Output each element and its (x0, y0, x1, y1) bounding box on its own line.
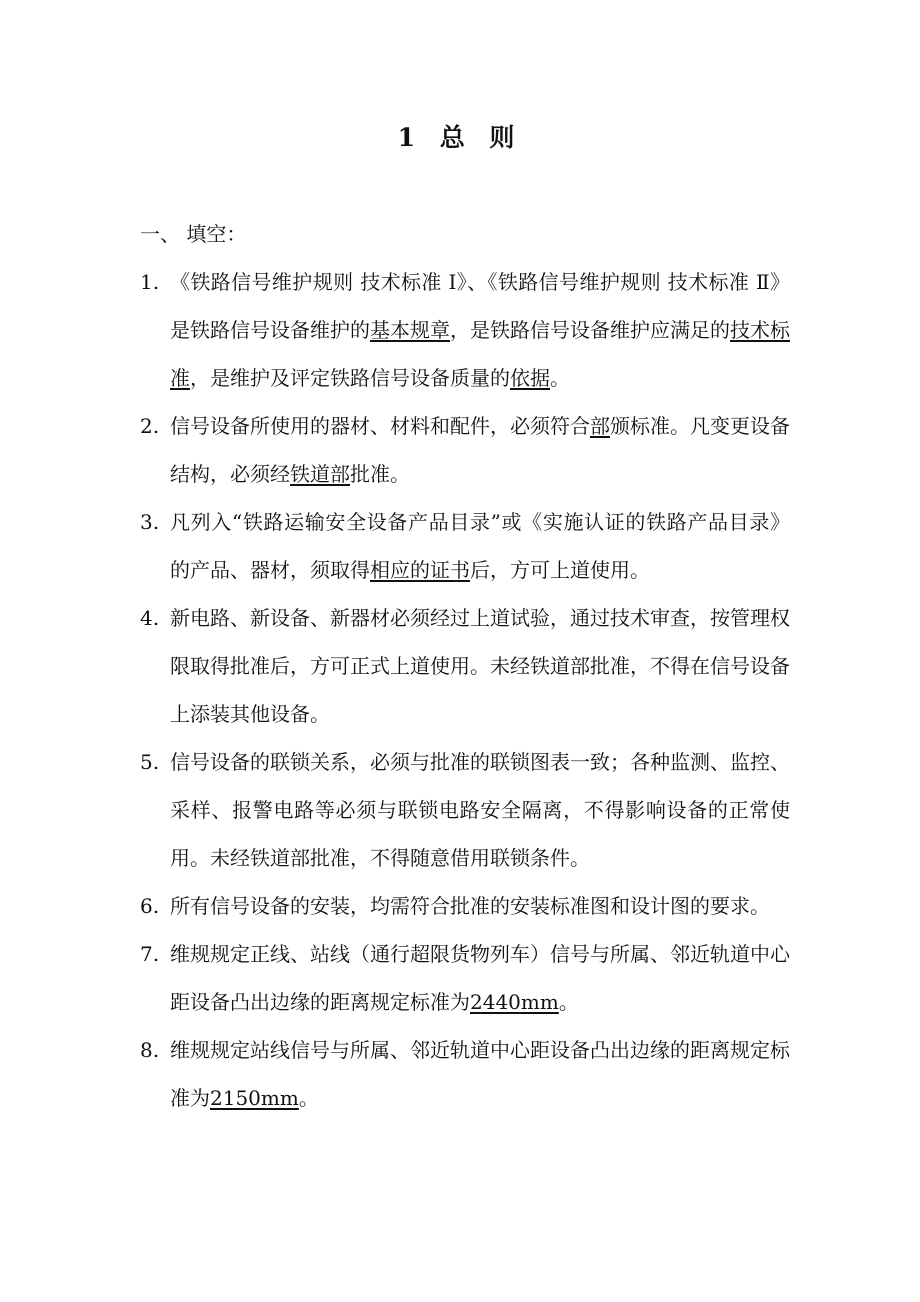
item-number: 5. (140, 750, 160, 774)
item-text: 。 (298, 1086, 319, 1110)
item-number: 4. (140, 606, 160, 630)
list-item (140, 258, 790, 402)
item-text: 维规规定站线信号与所属、邻近轨道中心距设备凸出边缘的距离规定标准为 (170, 1038, 790, 1110)
list-item (140, 498, 790, 594)
answer-blank: 2150mm (210, 1086, 299, 1110)
item-text: 。 (550, 366, 570, 390)
item-number: 8. (140, 1038, 160, 1062)
list-item (140, 402, 790, 498)
item-number: 6. (140, 894, 160, 918)
item-text: 。 (558, 990, 579, 1014)
item-text: 颁标准。凡变更设备结构，必须经 (170, 414, 790, 486)
item-text: 《铁路信号维护规则 技术标准 Ⅰ》、《铁路信号维护规则 技术标准 Ⅱ》是铁路信号设备维护的 (170, 270, 790, 342)
item-number: 2. (140, 414, 160, 438)
item-text: 新电路、新设备、新器材必须经过上道试验，通过技术审查，按管理权限取得批准后，方可正式上道使用。未经铁道部批准，不得在信号设备上添装其他设备。 (170, 606, 790, 726)
list-item (140, 594, 790, 738)
list-item (140, 1026, 790, 1122)
section-heading: 一、 填空： (140, 222, 247, 246)
item-text: 凡列入“铁路运输安全设备产品目录”或《实施认证的铁路产品目录》的产品、器材，须取得 (170, 510, 790, 582)
list-item (140, 738, 790, 882)
answer-blank: 技术标准 (170, 318, 790, 390)
fill-in-list (140, 258, 790, 1122)
list-item (140, 930, 790, 1026)
item-text: 批准。 (350, 462, 410, 486)
item-number: 1. (140, 270, 160, 294)
answer-blank: 2440mm (470, 990, 559, 1014)
answer-blank: 依据 (510, 366, 550, 390)
answer-blank: 相应的证书 (370, 558, 470, 582)
item-text: 所有信号设备的安装，均需符合批准的安装标准图和设计图的要求。 (170, 894, 770, 918)
page-title: 1 总 则 (397, 123, 523, 152)
answer-blank: 铁道部 (290, 462, 350, 486)
item-text: 信号设备的联锁关系，必须与批准的联锁图表一致；各种监测、监控、采样、报警电路等必须与联锁电路安全隔离，不得影响设备的正常使用。未经铁道部批准，不得随意借用联锁条件。 (170, 750, 790, 870)
answer-blank: 部 (590, 414, 610, 438)
item-number: 3. (140, 510, 160, 534)
item-number: 7. (140, 942, 160, 966)
item-text: ，是维护及评定铁路信号设备质量的 (190, 366, 510, 390)
answer-blank: 基本规章 (370, 318, 450, 342)
item-text: 信号设备所使用的器材、材料和配件，必须符合 (170, 414, 590, 438)
item-text: 维规规定正线、站线（通行超限货物列车）信号与所属、邻近轨道中心距设备凸出边缘的距离规定标准为 (170, 942, 790, 1014)
item-text: 后，方可上道使用。 (470, 558, 650, 582)
list-item (140, 882, 790, 930)
item-text: ，是铁路信号设备维护应满足的 (450, 318, 730, 342)
